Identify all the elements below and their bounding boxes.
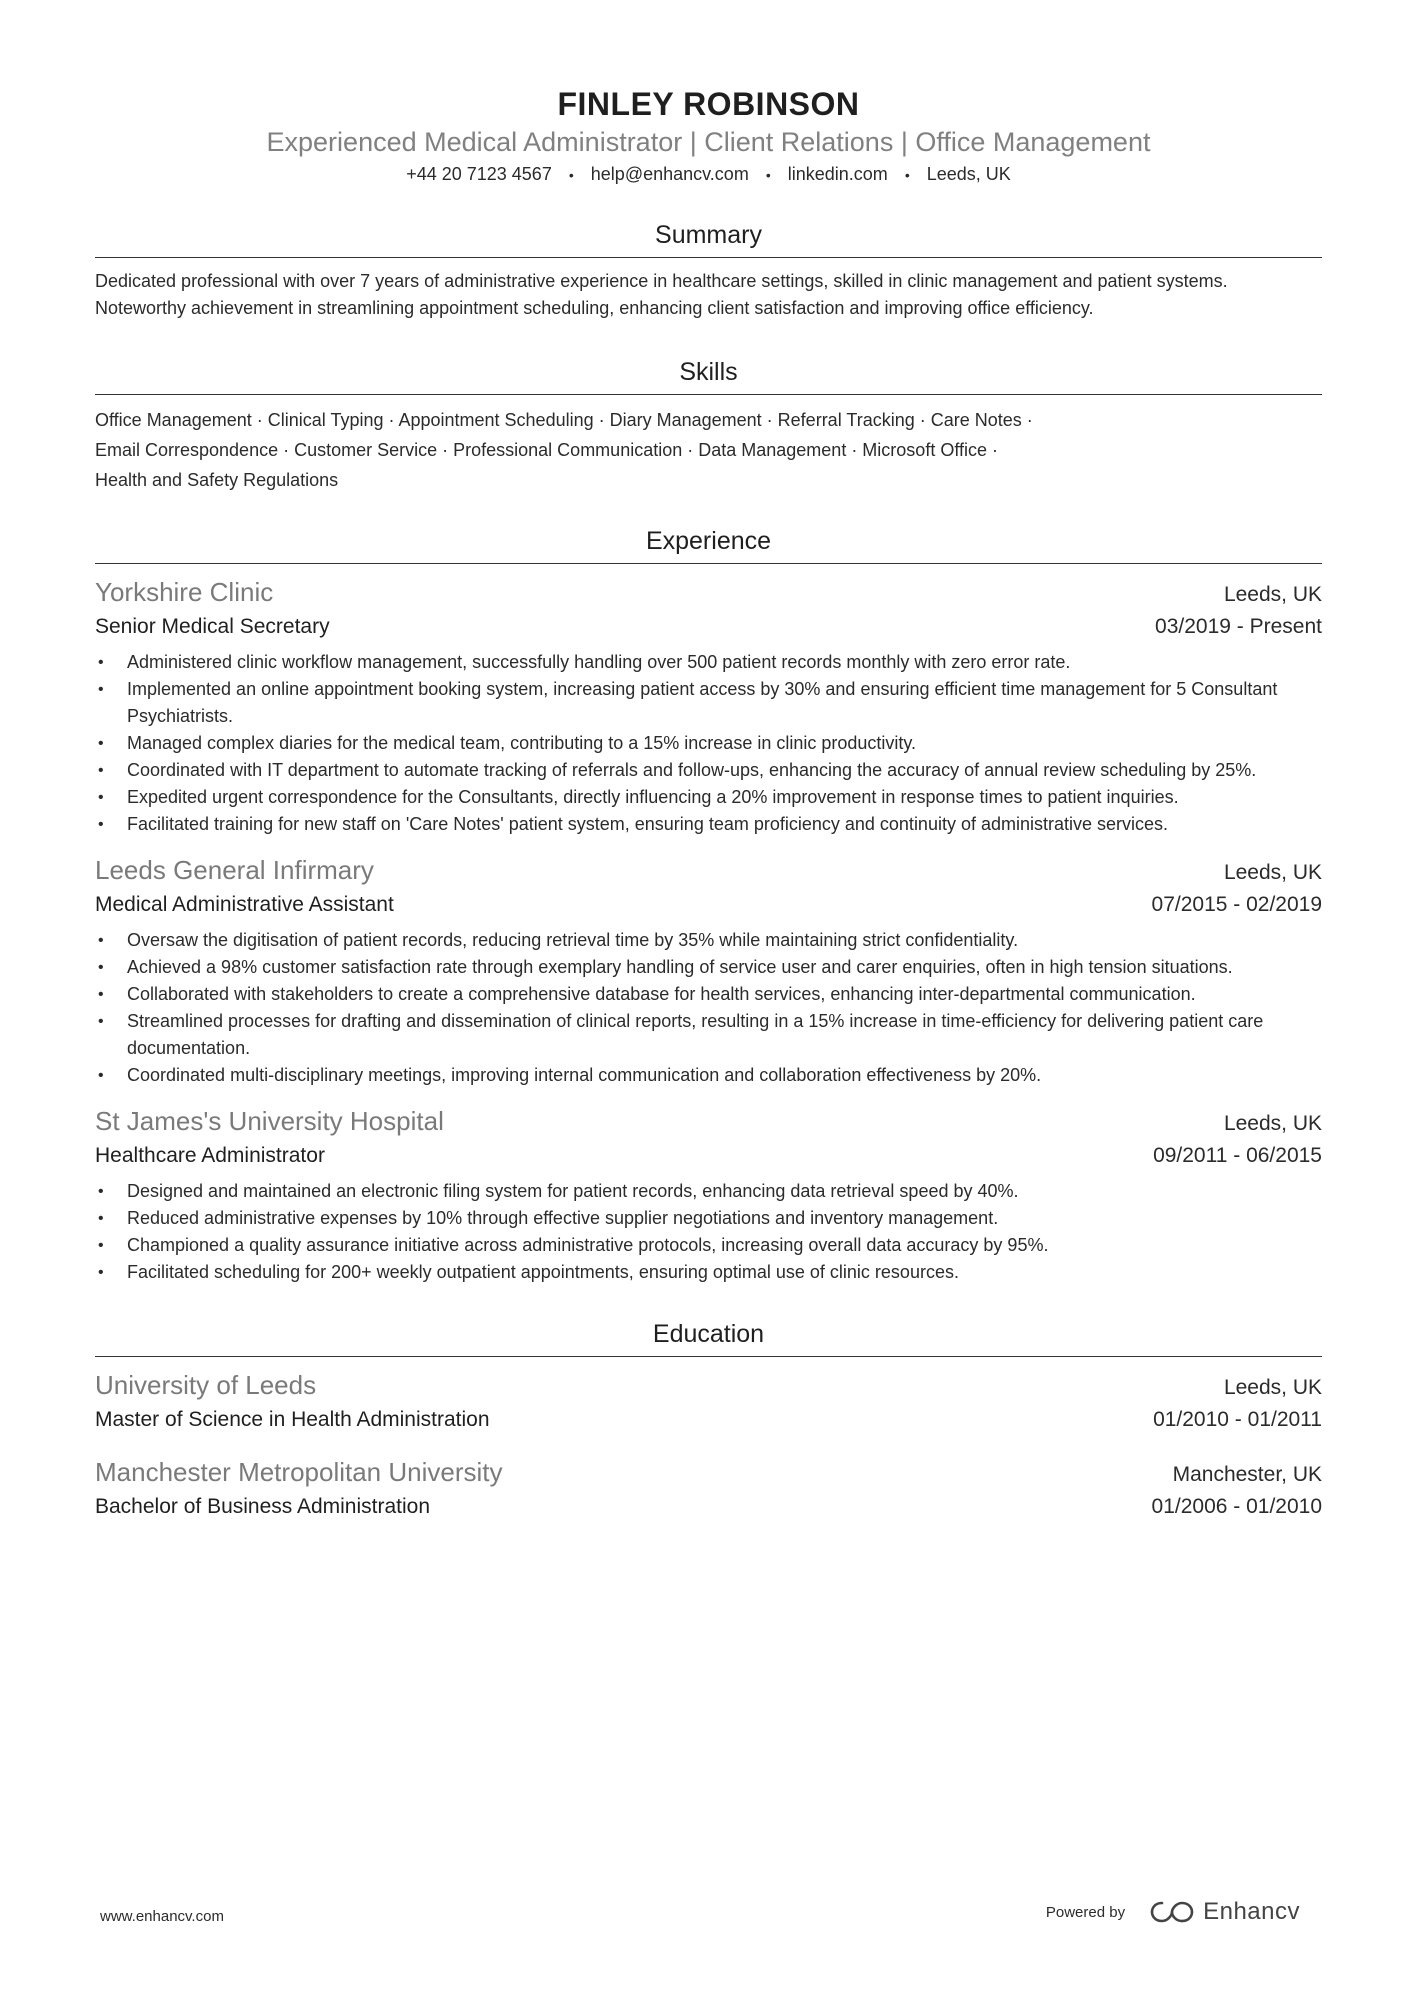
- job-title: Medical Administrative Assistant: [95, 893, 394, 917]
- institution-location: Leeds, UK: [1223, 1376, 1322, 1400]
- achievement-item: • Administered clinic workflow management, successfully handling over 500 patient records monthly with zero error rate.: [95, 649, 1322, 676]
- achievement-item: • Facilitated scheduling for 200+ weekly outpatient appointments, ensuring optimal use of clinic resources.: [95, 1259, 1322, 1286]
- enhancv-logo[interactable]: [1149, 1898, 1300, 1926]
- candidate-title: Experienced Medical Administrator | Client Relations | Office Management: [266, 127, 1151, 157]
- entry-degree-row: [95, 1491, 1322, 1523]
- footer-website[interactable]: www.enhancv.com: [100, 1908, 224, 1925]
- entry-header-row: [95, 1367, 1322, 1404]
- enhancv-logo-text: Enhancv: [1203, 1898, 1300, 1925]
- experience-entry: [95, 852, 1322, 1089]
- achievement-item: • Coordinated with IT department to automate tracking of referrals and follow-ups, enhancing the accuracy of annual review scheduling by 25%.: [95, 757, 1322, 784]
- education-dates: 01/2010 - 01/2011: [1153, 1408, 1322, 1432]
- entry-role-row: [95, 611, 1322, 643]
- summary-heading: Summary: [95, 217, 1322, 258]
- entry-degree-row: [95, 1404, 1322, 1436]
- entry-role-row: [95, 889, 1322, 921]
- job-dates: 07/2015 - 02/2019: [1151, 893, 1322, 917]
- degree-name: Master of Science in Health Administration: [95, 1408, 490, 1432]
- achievement-item: • Oversaw the digitisation of patient records, reducing retrieval time by 35% while maintaining strict confidentiality.: [95, 927, 1322, 954]
- degree-name: Bachelor of Business Administration: [95, 1495, 431, 1519]
- summary-text: Dedicated professional with over 7 years of administrative experience in healthcare settings, skilled in clinic management and patient systems. Noteworthy achievement in streamlining appointment scheduling, enhancing client satisfaction and improving office efficiency.: [95, 271, 1228, 319]
- skills-line: Office Management · Clinical Typing · Appointment Scheduling · Diary Management · Referral Tracking · Care Notes ·: [95, 410, 1033, 431]
- enhancv-logo-icon: [1149, 1899, 1195, 1925]
- job-dates: 03/2019 - Present: [1155, 615, 1322, 639]
- email-address[interactable]: help@enhancv.com: [590, 164, 749, 184]
- achievement-item: • Facilitated training for new staff on 'Care Notes' patient system, ensuring team proficiency and continuity of administrative services.: [95, 811, 1322, 838]
- achievement-item: • Reduced administrative expenses by 10% through effective supplier negotiations and inventory management.: [95, 1205, 1322, 1232]
- education-heading: Education: [95, 1316, 1322, 1357]
- phone-number: +44 20 7123 4567: [406, 164, 552, 184]
- institution-name: University of Leeds: [95, 1370, 317, 1401]
- entry-header-row: [95, 574, 1322, 611]
- achievement-item: • Implemented an online appointment booking system, increasing patient access by 30% and ensuring efficient time management for 5 Consultant Psychiatrists.: [95, 676, 1322, 730]
- skills-line: Email Correspondence · Customer Service · Professional Communication · Data Management · Microsoft Office ·: [95, 440, 999, 461]
- contact-separator: •: [904, 167, 910, 184]
- achievement-item: • Expedited urgent correspondence for the Consultants, directly influencing a 20% improvement in response times to patient inquiries.: [95, 784, 1322, 811]
- achievement-item: • Collaborated with stakeholders to create a comprehensive database for health services, enhancing inter-departmental communication.: [95, 981, 1322, 1008]
- employer-location: Leeds, UK: [1223, 1112, 1322, 1136]
- achievement-item: • Achieved a 98% customer satisfaction rate through exemplary handling of service user and carer enquiries, often in high tension situations.: [95, 954, 1322, 981]
- skills-section: [95, 354, 1322, 495]
- resume-header: [95, 0, 1322, 189]
- job-title: Healthcare Administrator: [95, 1144, 325, 1168]
- employer-name: Leeds General Infirmary: [95, 855, 374, 886]
- achievement-list: [95, 927, 1322, 1089]
- achievement-item: • Coordinated multi-disciplinary meetings, improving internal communication and collaboration effectiveness by 20%.: [95, 1062, 1322, 1089]
- job-dates: 09/2011 - 06/2015: [1153, 1144, 1322, 1168]
- education-section: [95, 1316, 1322, 1523]
- achievement-item: • Managed complex diaries for the medical team, contributing to a 15% increase in clinic productivity.: [95, 730, 1322, 757]
- entry-header-row: [95, 1103, 1322, 1140]
- education-dates: 01/2006 - 01/2010: [1151, 1495, 1322, 1519]
- employer-location: Leeds, UK: [1223, 583, 1322, 607]
- experience-entry: [95, 574, 1322, 838]
- achievement-item: • Streamlined processes for drafting and dissemination of clinical reports, resulting in a 15% increase in time-efficiency for delivering patient care documentation.: [95, 1008, 1322, 1062]
- experience-heading: Experience: [95, 523, 1322, 564]
- candidate-name: FINLEY ROBINSON: [557, 86, 860, 122]
- footer-branding: [1046, 1898, 1300, 1926]
- skills-list: [95, 405, 1322, 495]
- contact-separator: •: [568, 167, 574, 184]
- candidate-location: Leeds, UK: [926, 164, 1011, 184]
- skills-line: Health and Safety Regulations: [95, 470, 339, 491]
- powered-by-label: Powered by: [1045, 1903, 1126, 1921]
- job-title: Senior Medical Secretary: [95, 615, 330, 639]
- experience-section: [95, 523, 1322, 1286]
- employer-name: Yorkshire Clinic: [95, 577, 274, 608]
- entry-header-row: [95, 1454, 1322, 1491]
- linkedin-link[interactable]: linkedin.com: [787, 164, 888, 184]
- contact-separator: •: [765, 167, 771, 184]
- education-entry: [95, 1367, 1322, 1436]
- achievement-list: [95, 1178, 1322, 1286]
- entry-header-row: [95, 852, 1322, 889]
- summary-section: [95, 217, 1322, 322]
- institution-name: Manchester Metropolitan University: [95, 1457, 503, 1488]
- institution-location: Manchester, UK: [1172, 1463, 1322, 1487]
- contact-line: [95, 160, 1322, 189]
- employer-location: Leeds, UK: [1223, 861, 1322, 885]
- experience-entry: [95, 1103, 1322, 1286]
- achievement-item: • Designed and maintained an electronic filing system for patient records, enhancing data retrieval speed by 40%.: [95, 1178, 1322, 1205]
- entry-role-row: [95, 1140, 1322, 1172]
- education-entry: [95, 1454, 1322, 1523]
- achievement-item: • Championed a quality assurance initiative across administrative protocols, increasing overall data accuracy by 95%.: [95, 1232, 1322, 1259]
- resume-page: [95, 0, 1322, 1995]
- skills-heading: Skills: [95, 354, 1322, 395]
- employer-name: St James's University Hospital: [95, 1106, 444, 1137]
- achievement-list: [95, 649, 1322, 838]
